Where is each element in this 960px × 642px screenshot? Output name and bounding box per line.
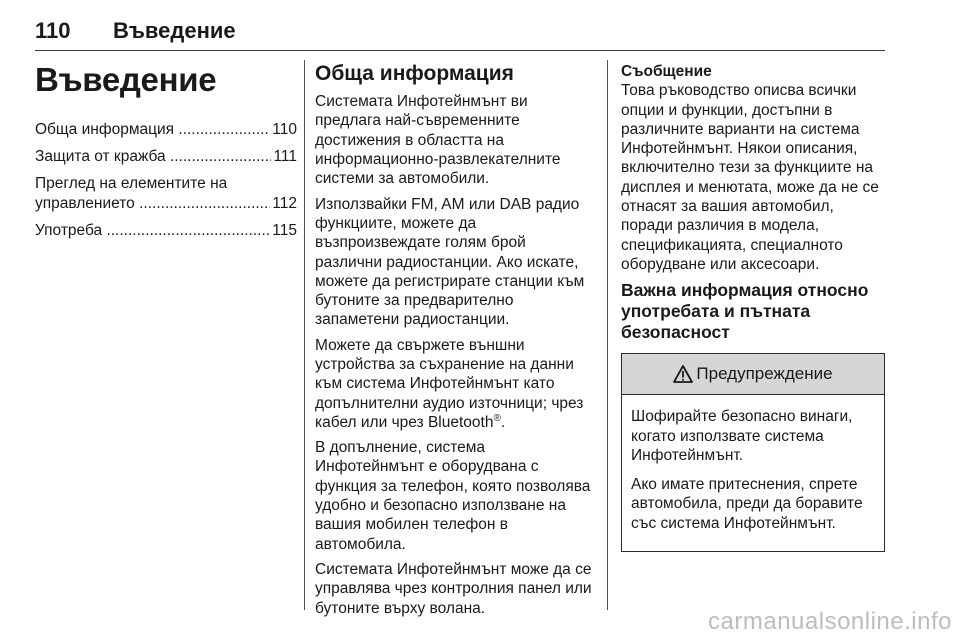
- body-paragraph: В допълнение, система Инфотейнмънт е оборудвана с функция за телефон, която позволява удобно и безопасно използване на вашия мобилен телефон в автомобила.: [315, 439, 591, 553]
- general-info-column: [315, 62, 595, 624]
- warning-body: [622, 395, 884, 551]
- warning-paragraph: Шофирайте безопасно винаги, когато използвате система Инфотейнмънт.: [631, 408, 853, 464]
- period: .: [500, 413, 506, 431]
- toc-column: [35, 62, 297, 248]
- toc-label: Защита от кражба .....: [35, 147, 271, 167]
- chapter-title: Въведение: [35, 61, 217, 98]
- toc-label: Обща информация .....: [35, 120, 270, 140]
- registered-mark: ®: [493, 412, 501, 424]
- toc-page: 110: [272, 121, 297, 139]
- running-header-title: Въведение: [113, 18, 236, 43]
- toc-page: 115: [272, 222, 297, 240]
- section-heading: Обща информация: [315, 62, 514, 85]
- toc-entry-theft-protection[interactable]: [35, 147, 297, 167]
- warning-paragraph: Ако имате притеснения, спрете автомобила, преди да боравите със система Инфотейнмънт.: [631, 476, 863, 532]
- note-text: Това ръководство описва всички опции и функции, достъпни в различните варианти на система Инфотейнмънт. Някои описания, включително тези за функциите на дисплея и менютата, може да не се отнасят за вашия автомобил, поради различия в модела, спецификацията, специалното оборудване или аксесоари.: [621, 82, 879, 273]
- warning-box: [621, 353, 885, 552]
- toc-entry-usage[interactable]: [35, 221, 297, 241]
- toc-page: 112: [272, 195, 297, 213]
- body-paragraph: Използвайки FM, AM или DAB радио функциите, можете да възпроизвеждате голям брой различни радиостанции. Ако искате, можете да регистрирате станции към бутоните за предварително запаметени радиостанции.: [315, 195, 585, 329]
- toc-entry-controls-overview[interactable]: [35, 174, 297, 214]
- toc-label: Употреба .....: [35, 221, 270, 241]
- toc-entry-general-info[interactable]: [35, 120, 297, 140]
- warning-triangle-icon: [673, 365, 693, 383]
- page-number: 110: [35, 18, 71, 43]
- watermark-text: carmanualsonline.info: [708, 608, 952, 635]
- column-divider: [304, 60, 305, 610]
- note-safety-column: [621, 62, 885, 552]
- body-paragraph: Системата Инфотейнмънт може да се управлява чрез контролния панел или бутоните върху волана.: [315, 560, 592, 617]
- toc-page: 111: [273, 148, 297, 166]
- column-divider: [607, 60, 608, 610]
- note-title: Съобщение: [621, 63, 712, 80]
- bluetooth-text: Можете да свържете външни устройства за съхранение на данни към система Инфотейнмънт като допълнителни аудио източници; чрез кабел или чрез Bluetooth: [315, 336, 584, 431]
- page-header: [35, 14, 885, 51]
- toc-label: управлението .....: [35, 194, 270, 214]
- toc-label-line1: Преглед на елементите на: [35, 175, 228, 193]
- warning-label: Предупреждение: [696, 364, 833, 384]
- safety-heading: Важна информация относно употребата и пътната безопасност: [621, 280, 869, 343]
- body-paragraph: [315, 336, 595, 432]
- body-paragraph: Системата Инфотейнмънт ви предлага най-съвременните достижения в областта на информационно-развлекателните системи за автомобили.: [315, 93, 561, 188]
- warning-header: [622, 354, 884, 395]
